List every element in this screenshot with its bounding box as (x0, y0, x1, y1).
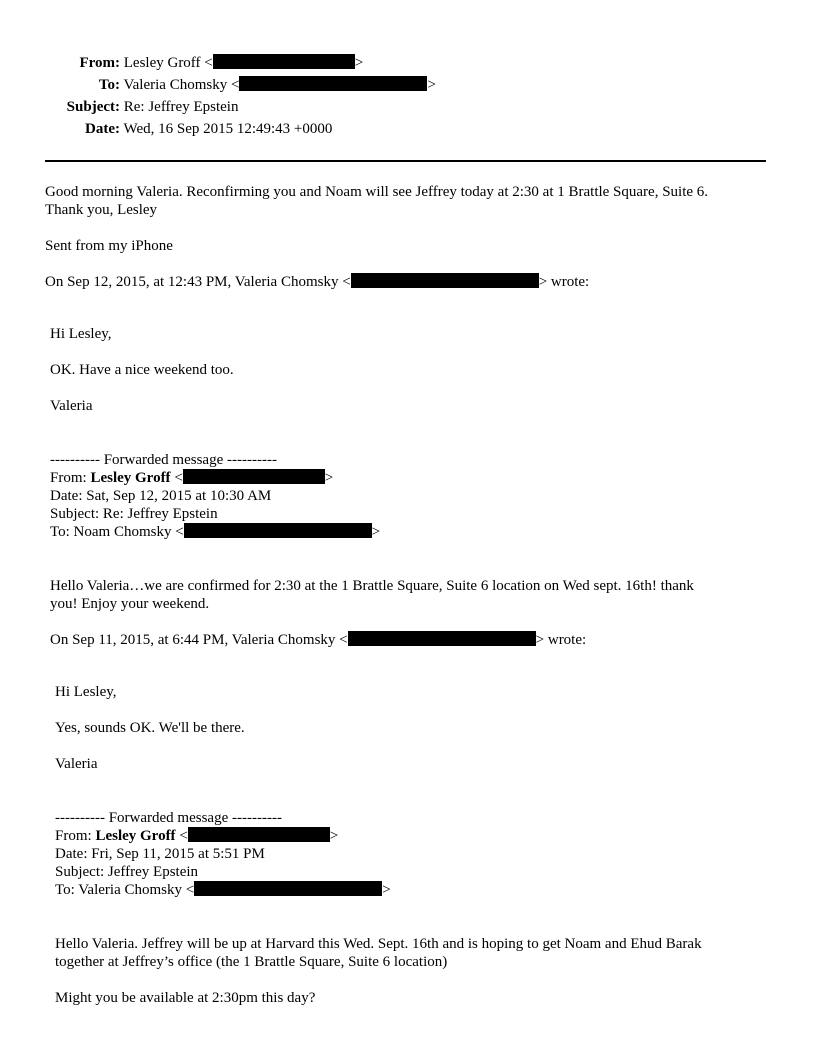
header-from-name: Lesley Groff (123, 55, 201, 71)
quote-intro-suffix: wrote: (550, 274, 590, 290)
forward-from-name: Lesley Groff (90, 470, 171, 486)
message1-body-line2: Thank you, Lesley (45, 202, 158, 218)
message2-forward-from: From: Lesley Groff < > (50, 470, 334, 486)
header-from-row: From: Lesley Groff < > (45, 54, 363, 72)
header-subject-value: Re: Jeffrey Epstein (123, 99, 239, 115)
redacted-email (239, 76, 427, 91)
message2-forward-to: To: Noam Chomsky < > (50, 524, 381, 540)
message3-quote-intro: On Sep 11, 2015, at 6:44 PM, Valeria Chomsky < > wrote: (50, 632, 587, 648)
message4-forward-marker: ---------- Forwarded message ---------- (55, 810, 282, 826)
message2-forward-subject: Subject: Re: Jeffrey Epstein (50, 506, 218, 522)
forward-to-text: To: Valeria Chomsky (55, 882, 182, 898)
redacted-email (194, 881, 382, 896)
header-date-label: Date: (85, 121, 120, 137)
redacted-email (213, 54, 355, 69)
forward-from-label: From: (55, 828, 92, 844)
redacted-email (184, 523, 372, 538)
header-subject-row (45, 98, 238, 116)
message3-body-line1: Hello Valeria…we are confirmed for 2:30 at the 1 Brattle Square, Suite 6 location on Wed sept. 16th! thank (50, 578, 694, 594)
header-subject-label: Subject: (66, 99, 120, 115)
message3-body-line2: you! Enjoy your weekend. (50, 596, 210, 612)
message5-body-line1: Hello Valeria. Jeffrey will be up at Harvard this Wed. Sept. 16th and is hoping to get Noam and Ehud Barak (55, 936, 702, 952)
forward-from-label: From: (50, 470, 87, 486)
header-to-row: To: Valeria Chomsky < > (45, 76, 436, 94)
message1-body-line1: Good morning Valeria. Reconfirming you and Noam will see Jeffrey today at 2:30 at 1 Brattle Square, Suite 6. (45, 184, 709, 200)
header-from-label: From: (79, 55, 120, 71)
message4-forward-from: From: Lesley Groff < > (55, 828, 339, 844)
message2-body: OK. Have a nice weekend too. (50, 362, 234, 378)
redacted-email (183, 469, 325, 484)
message2-forward-date: Date: Sat, Sep 12, 2015 at 10:30 AM (50, 488, 272, 504)
message4-greeting: Hi Lesley, (55, 684, 117, 700)
message4-body: Yes, sounds OK. We'll be there. (55, 720, 245, 736)
message2-forward-marker: ---------- Forwarded message ---------- (50, 452, 277, 468)
forward-to-text: To: Noam Chomsky (50, 524, 172, 540)
message5-body-line2: together at Jeffrey’s office (the 1 Brattle Square, Suite 6 location) (55, 954, 448, 970)
header-date-row (45, 120, 332, 138)
message4-forward-to: To: Valeria Chomsky < > (55, 882, 391, 898)
message4-forward-date: Date: Fri, Sep 11, 2015 at 5:51 PM (55, 846, 265, 862)
message1-signature: Sent from my iPhone (45, 238, 173, 254)
quote-intro-suffix: wrote: (547, 632, 587, 648)
message2-sign: Valeria (50, 398, 93, 414)
message5-question: Might you be available at 2:30pm this day? (55, 990, 316, 1006)
quote-intro-prefix: On Sep 11, 2015, at 6:44 PM, Valeria Chomsky (50, 632, 336, 648)
message2-greeting: Hi Lesley, (50, 326, 112, 342)
message4-sign: Valeria (55, 756, 98, 772)
header-date-value: Wed, 16 Sep 2015 12:49:43 +0000 (123, 121, 333, 137)
forward-from-name: Lesley Groff (95, 828, 176, 844)
header-to-label: To: (98, 77, 120, 93)
message1-quote-intro: On Sep 12, 2015, at 12:43 PM, Valeria Chomsky < > wrote: (45, 274, 590, 290)
quote-intro-prefix: On Sep 12, 2015, at 12:43 PM, Valeria Chomsky (45, 274, 339, 290)
header-divider (45, 160, 766, 162)
header-to-name: Valeria Chomsky (123, 77, 228, 93)
redacted-email (188, 827, 330, 842)
redacted-email (351, 273, 539, 288)
redacted-email (348, 631, 536, 646)
message4-forward-subject: Subject: Jeffrey Epstein (55, 864, 199, 880)
